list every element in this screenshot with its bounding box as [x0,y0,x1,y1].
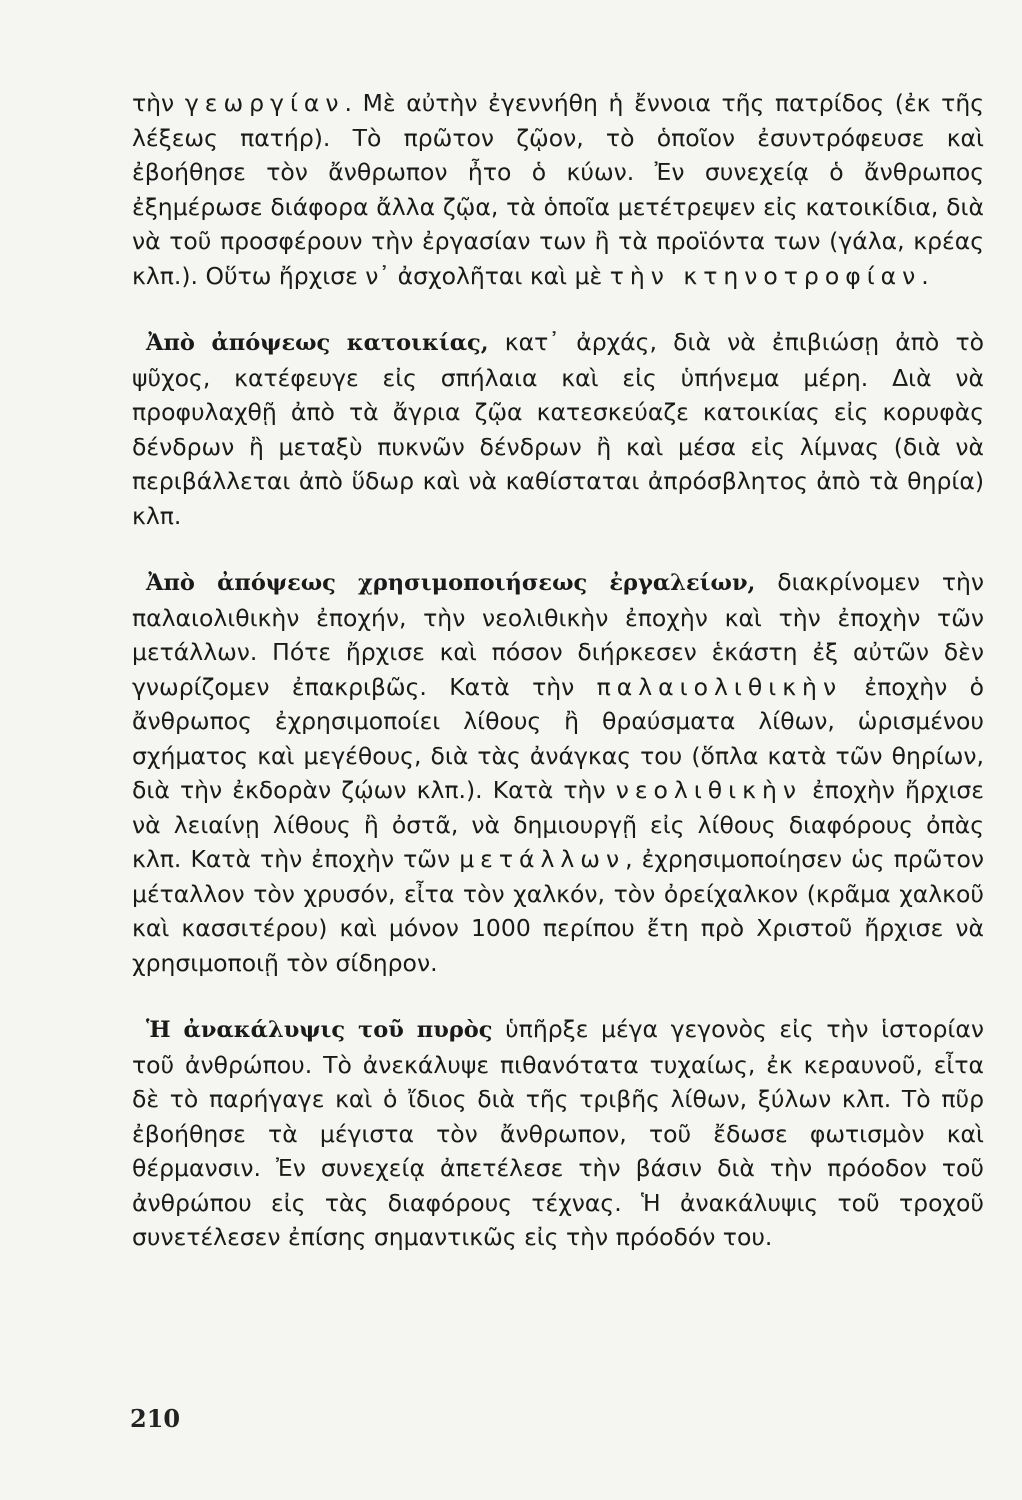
spaced-term-paleolithic: παλαιολιθικὴν [596,672,843,701]
run-in-heading-tools: Ἀπὸ ἀπόψεως χρησιμοποιήσεως ἐργαλείων, [146,570,756,596]
paragraph-fire [132,1012,984,1255]
spaced-term-livestock: τὴν κτηνοτροφίαν [609,261,922,290]
spaced-term-metals: μετάλλων [459,845,626,873]
paragraph-agriculture [132,86,984,293]
run-in-heading-dwelling: Ἀπὸ ἀπόψεως κατοικίας, [146,330,489,356]
paragraph-dwelling [132,325,984,533]
paragraph-tools [132,565,984,980]
text-run: τὴν [132,89,185,117]
spaced-term-agriculture: γεωργίαν [184,89,345,117]
text-run: ἐποχὴν ἤρχισε νὰ λειαίνῃ λίθους ἢ ὀστᾶ, νὰ δημιουργῇ εἰς λίθους διαφόρους ὀπὰς κλπ. Κατὰ τὴν ἐποχὴν τῶν [132,776,984,873]
spaced-term-neolithic: νεολιθικὴν [615,776,802,804]
run-in-heading-fire: Ἡ ἀνακάλυψις τοῦ πυρὸς [146,1017,493,1043]
text-run: διακρίνομεν τὴν παλαιολιθικὴν ἐποχήν, τὴν νεολιθικὴν ἐποχὴν καὶ τὴν ἐποχὴν τῶν μετάλλων. Πότε ἤρχισε καὶ πόσον διήρκεσεν ἑκάστη ἐξ αὐτῶν δὲν γνωρίζομεν ἐπακριβῶς. Κατὰ τὴν [132,568,984,701]
text-run: . Μὲ αὐτὴν ἐγεννήθη ἡ ἔννοια τῆς πατρίδος (ἐκ τῆς λέξεως πατήρ). Τὸ πρῶτον ζῷον, τὸ ὁποῖον ἐσυντρόφευσε καὶ ἐβοήθησε τὸν ἄνθρωπον ἦτο ὁ κύων. Ἐν συνεχείᾳ ὁ ἄνθρωπος ἐξημέρωσε διάφορα ἄλλα ζῷα, τὰ ὁποῖα μετέτρεψεν εἰς κατοικίδια, διὰ νὰ τοῦ προσφέρουν τὴν ἐργασίαν των ἢ τὰ προϊόντα των (γάλα, κρέας κλπ.). Οὕτω ἤρχισε ν᾽ ἀσχολῆται καὶ μὲ [132,89,985,290]
text-run: , ἐχρησιμοποίησεν ὡς πρῶτον μέταλλον τὸν χρυσόν, εἶτα τὸν χαλκόν, τὸν ὀρείχαλκον (κρᾶμα χαλκοῦ καὶ κασσιτέρου) καὶ μόνον 1000 περίπου ἔτη πρὸ Χριστοῦ ἤρχισε νὰ χρησιμοποιῇ τὸν σίδηρον. [132,845,984,977]
text-run: ἐποχὴν ὁ ἄνθρωπος ἐχρησιμοποίει λίθους ἢ θραύσματα λίθων, ὡρισμένου σχήματος καὶ μεγέθους, διὰ τὰς ἀνάγκας του (ὅπλα κατὰ τῶν θηρίων, διὰ τὴν ἐκδορὰν ζῴων κλπ.). Κατὰ τὴν [132,672,984,804]
text-run: . [921,261,929,290]
page-number: 210 [130,1404,181,1433]
text-run: ὑπῆρξε μέγα γεγονὸς εἰς τὴν ἱστορίαν τοῦ ἀνθρώπου. Τὸ ἀνεκάλυψε πιθανότατα τυχαίως, ἐκ κεραυνοῦ, εἶτα δὲ τὸ παρήγαγε καὶ ὁ ἴδιος διὰ τῆς τριβῆς λίθων, ξύλων κλπ. Τὸ πῦρ ἐβοήθησε τὰ μέγιστα τὸν ἄνθρωπον, τοῦ ἔδωσε φωτισμὸν καὶ θέρμανσιν. Ἐν συνεχείᾳ ἀπετέλεσε τὴν βάσιν διὰ τὴν πρόοδον τοῦ ἀνθρώπου εἰς τὰς διαφόρους τέχνας. Ἡ ἀνακάλυψις τοῦ τροχοῦ συνετέλεσεν ἐπίσης σημαντικῶς εἰς τὴν πρόοδόν του. [132,1015,984,1251]
text-run: κατ᾽ ἀρχάς, διὰ νὰ ἐπιβιώσῃ ἀπὸ τὸ ψῦχος, κατέφευγε εἰς σπήλαια καὶ εἰς ὑπήνεμα μέρη. Διὰ νὰ προφυλαχθῇ ἀπὸ τὰ ἄγρια ζῷα κατεσκεύαζε κατοικίας εἰς κορυφὰς δένδρων ἢ μεταξὺ πυκνῶν δένδρων ἢ καὶ μέσα εἰς λίμνας (διὰ νὰ περιβάλλεται ἀπὸ ὕδωρ καὶ νὰ καθίσταται ἀπρόσβλητος ἀπὸ τὰ θηρία) κλπ. [132,328,985,530]
